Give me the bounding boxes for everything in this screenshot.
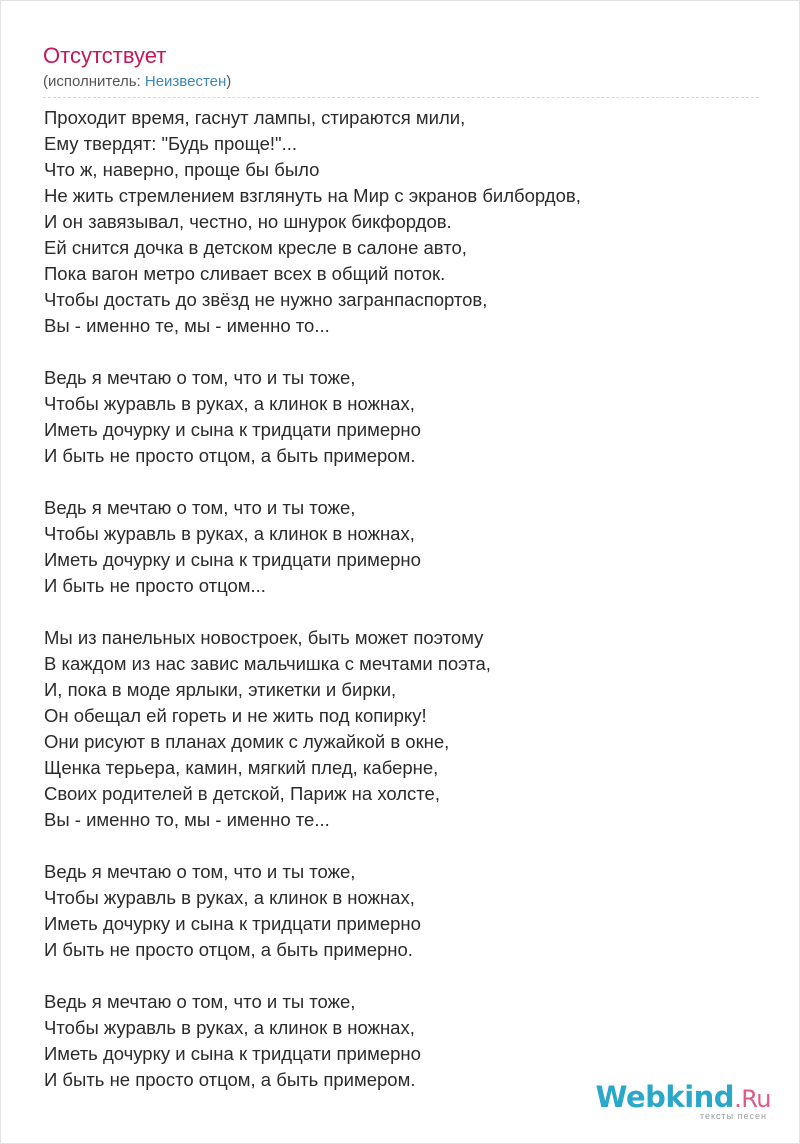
lyrics-body — [44, 105, 764, 1119]
lyric-line: Не жить стремлением взглянуть на Мир с экранов билбордов, — [44, 185, 581, 206]
lyric-line: И, пока в моде ярлыки, этикетки и бирки, — [44, 679, 397, 700]
lyric-line: Своих родителей в детской, Париж на холсте, — [44, 783, 440, 804]
lyric-line: Ему твердят: "Будь проще!"... — [44, 133, 298, 154]
lyric-line: И быть не просто отцом... — [44, 575, 266, 596]
lyrics-stanza — [44, 625, 764, 833]
lyric-line: Они рисуют в планах домик с лужайкой в окне, — [44, 731, 450, 752]
artist-suffix: ) — [226, 73, 232, 90]
lyric-line: Чтобы журавль в руках, а клинок в ножнах, — [44, 393, 415, 414]
lyric-line: Вы - именно то, мы - именно те... — [44, 809, 330, 830]
lyric-line: И быть не просто отцом, а быть примером. — [44, 445, 416, 466]
watermark-brand: Webkind — [595, 1080, 735, 1114]
lyric-line: И он завязывал, честно, но шнурок бикфордов. — [44, 211, 452, 232]
lyric-line: Ведь я мечтаю о том, что и ты тоже, — [44, 991, 356, 1012]
webkind-logo — [596, 1082, 771, 1114]
lyric-line: И быть не просто отцом, а быть примерно. — [44, 939, 413, 960]
lyrics-stanza — [44, 365, 764, 469]
lyric-line: Ей снится дочка в детском кресле в салоне авто, — [44, 237, 467, 258]
lyrics-stanza — [44, 989, 764, 1093]
lyric-line: Иметь дочурку и сына к тридцати примерно — [44, 913, 421, 934]
lyric-line: Ведь я мечтаю о том, что и ты тоже, — [44, 497, 356, 518]
lyric-line: В каждом из нас завис мальчишка с мечтами поэта, — [44, 653, 491, 674]
webkind-watermark — [596, 1082, 771, 1121]
title-divider — [43, 97, 759, 98]
lyrics-stanza — [44, 859, 764, 963]
artist-link[interactable]: Неизвестен — [144, 73, 227, 90]
lyric-line: Иметь дочурку и сына к тридцати примерно — [44, 1043, 421, 1064]
lyric-line: Иметь дочурку и сына к тридцати примерно — [44, 419, 421, 440]
lyric-line: Что ж, наверно, проще бы было — [44, 159, 320, 180]
lyric-line: Чтобы журавль в руках, а клинок в ножнах, — [44, 523, 415, 544]
lyric-line: Чтобы достать до звёзд не нужно загранпаспортов, — [44, 289, 488, 310]
artist-line — [43, 72, 231, 92]
lyric-line: Иметь дочурку и сына к тридцати примерно — [44, 549, 421, 570]
lyric-line: Проходит время, гаснут лампы, стираются мили, — [44, 107, 466, 128]
lyric-line: Пока вагон метро сливает всех в общий поток. — [44, 263, 446, 284]
lyric-line: Щенка терьера, камин, мягкий плед, каберне, — [44, 757, 439, 778]
lyrics-stanza — [44, 495, 764, 599]
artist-prefix: (исполнитель: — [43, 73, 145, 90]
watermark-tagline: тексты песен — [699, 1111, 767, 1121]
lyric-line: Чтобы журавль в руках, а клинок в ножнах, — [44, 887, 415, 908]
lyric-line: Ведь я мечтаю о том, что и ты тоже, — [44, 367, 356, 388]
lyric-line: Мы из панельных новостроек, быть может поэтому — [44, 627, 484, 648]
watermark-tld: .Ru — [734, 1085, 771, 1113]
lyric-line: Вы - именно те, мы - именно то... — [44, 315, 330, 336]
song-title: Отсутствует — [43, 43, 167, 68]
lyric-line: И быть не просто отцом, а быть примером. — [44, 1069, 416, 1090]
lyric-line: Чтобы журавль в руках, а клинок в ножнах, — [44, 1017, 415, 1038]
lyric-line: Ведь я мечтаю о том, что и ты тоже, — [44, 861, 356, 882]
lyric-line: Он обещал ей гореть и не жить под копирку! — [44, 705, 427, 726]
lyrics-stanza — [44, 105, 764, 339]
